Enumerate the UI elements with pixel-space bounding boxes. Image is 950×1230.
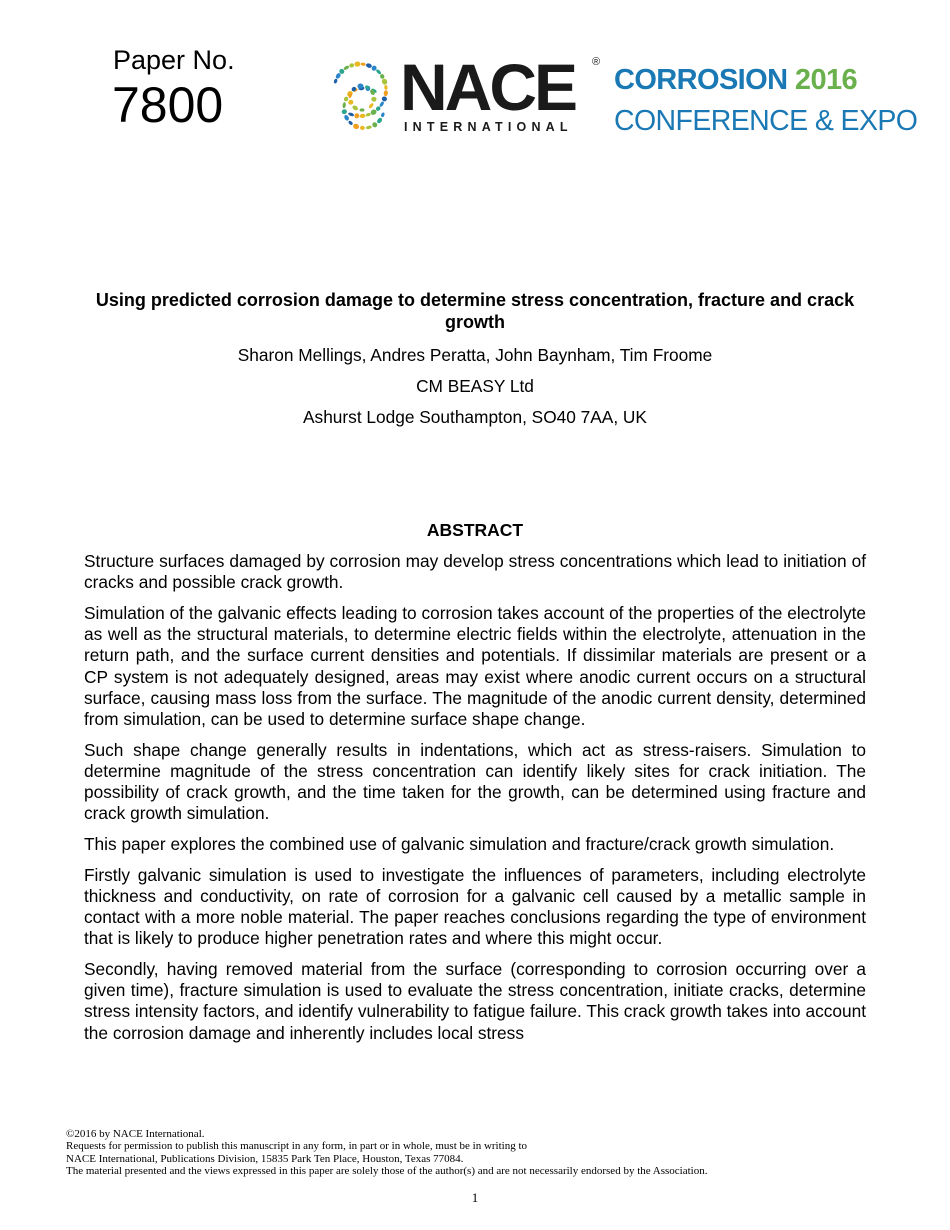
emblem-dot bbox=[368, 102, 374, 109]
emblem-dot bbox=[379, 101, 385, 108]
emblem-dot bbox=[381, 96, 388, 102]
abstract-body bbox=[84, 551, 866, 1053]
emblem-dot bbox=[342, 102, 346, 108]
abstract-paragraph: Structure surfaces damaged by corrosion may develop stress concentrations which lead to initiation of cracks and possible crack growth. bbox=[84, 551, 866, 593]
emblem-dot bbox=[360, 126, 365, 131]
conference-subtitle: CONFERENCE & EXPO bbox=[614, 105, 918, 137]
emblem-dot bbox=[351, 86, 357, 92]
conference-name: CORROSION bbox=[614, 64, 788, 96]
footer-copyright: ©2016 by NACE International. bbox=[66, 1128, 205, 1140]
emblem-dot bbox=[343, 114, 350, 121]
emblem-dot bbox=[366, 112, 372, 117]
emblem-dot bbox=[352, 104, 359, 111]
footer-notice bbox=[66, 1128, 707, 1178]
abstract-paragraph: This paper explores the combined use of galvanic simulation and fracture/crack growth simulation. bbox=[84, 833, 835, 854]
emblem-dot bbox=[375, 69, 381, 76]
emblem-dot bbox=[376, 117, 383, 124]
emblem-dot bbox=[348, 99, 355, 105]
abstract-paragraph: Firstly galvanic simulation is used to investigate the influences of parameters, including electrolyte thickness and conductivity, on rate of corrosion for a galvanic cell caused by a metallic sample in contact with a more noble material. The paper reaches conclusions regarding the type of environment that is likely to produce higher penetration rates and where this might occur. bbox=[84, 864, 866, 949]
emblem-dot bbox=[366, 125, 373, 130]
author-address: Ashurst Lodge Southampton, SO40 7AA, UK bbox=[303, 407, 647, 427]
paper-number: 7800 bbox=[112, 77, 224, 133]
emblem-dot bbox=[349, 63, 355, 69]
emblem-dot bbox=[348, 112, 355, 117]
emblem-dot bbox=[333, 78, 338, 84]
abstract-paragraph: Such shape change generally results in indentations, which act as stress-raisers. Simulation to determine magnitude of the stress concentration can identify likely sites for crack initiation. The possibility of crack growth, and the time taken for the growth, can be determined using fracture and crack growth simulation. bbox=[84, 739, 866, 824]
emblem-dot bbox=[381, 78, 388, 85]
nace-logo-wordmark: NACE bbox=[400, 50, 576, 124]
conference-year: 2016 bbox=[794, 64, 858, 96]
page-number: 1 bbox=[471, 1190, 479, 1205]
author-company: CM BEASY Ltd bbox=[416, 376, 534, 396]
emblem-dot bbox=[383, 90, 388, 96]
paper-label: Paper No. bbox=[113, 45, 235, 75]
emblem-dot bbox=[359, 113, 365, 118]
paper-authors: Sharon Mellings, Andres Peratta, John Baynham, Tim Froome bbox=[237, 345, 713, 365]
paper-title: Using predicted corrosion damage to determine stress concentration, fracture and crack growth bbox=[95, 290, 855, 332]
emblem-dot bbox=[343, 65, 350, 71]
emblem-dot bbox=[371, 121, 378, 128]
emblem-dot bbox=[365, 63, 372, 69]
emblem-dot bbox=[348, 120, 354, 126]
abstract-paragraph: Simulation of the galvanic effects leading to corrosion takes account of the properties of the electrolyte as well as the structural materials, to determine electric fields within the electrolyte, attenuation in the return path, and the surface current densities and potentials. If dissimilar materials are present or a CP system is not adequately designed, areas may exist where anodic current occurs on a structural surface, causing mass loss from the surface. The magnitude of the anodic current density, determined from simulation, can be used to determine surface shape change. bbox=[84, 602, 866, 729]
conference-title bbox=[614, 63, 857, 97]
nace-logo-subtitle: INTERNATIONAL bbox=[404, 120, 573, 134]
emblem-dot bbox=[380, 112, 385, 118]
emblem-dot bbox=[343, 96, 349, 102]
abstract-heading: ABSTRACT bbox=[426, 520, 524, 540]
abstract-paragraph: Secondly, having removed material from the surface (corresponding to corrosion occurring over a given time), fracture simulation is used to evaluate the stress concentration, initiate cracks, determine stress intensity factors, and identify vulnerability to fatigue failure. This crack growth takes into account the corrosion damage and inherently includes local stress bbox=[84, 958, 866, 1043]
emblem-dot bbox=[354, 61, 361, 67]
emblem-dot bbox=[384, 85, 388, 90]
footer-disclaimer: The material presented and the views expressed in this paper are solely those of the author(s) and are not necessarily endorsed by the Association. bbox=[66, 1165, 708, 1178]
footer-permission: Requests for permission to publish this manuscript in any form, in part or in whole, must be in writing to bbox=[66, 1140, 528, 1153]
emblem-dot bbox=[354, 113, 359, 119]
registered-mark: ® bbox=[592, 56, 601, 68]
emblem-dot bbox=[371, 97, 377, 102]
emblem-dot bbox=[360, 108, 365, 111]
emblem-dot bbox=[341, 109, 347, 115]
emblem-dot bbox=[352, 123, 360, 130]
emblem-dot bbox=[361, 62, 366, 66]
footer-address: NACE International, Publications Division, 15835 Park Ten Place, Houston, Texas 77084. bbox=[66, 1152, 464, 1165]
